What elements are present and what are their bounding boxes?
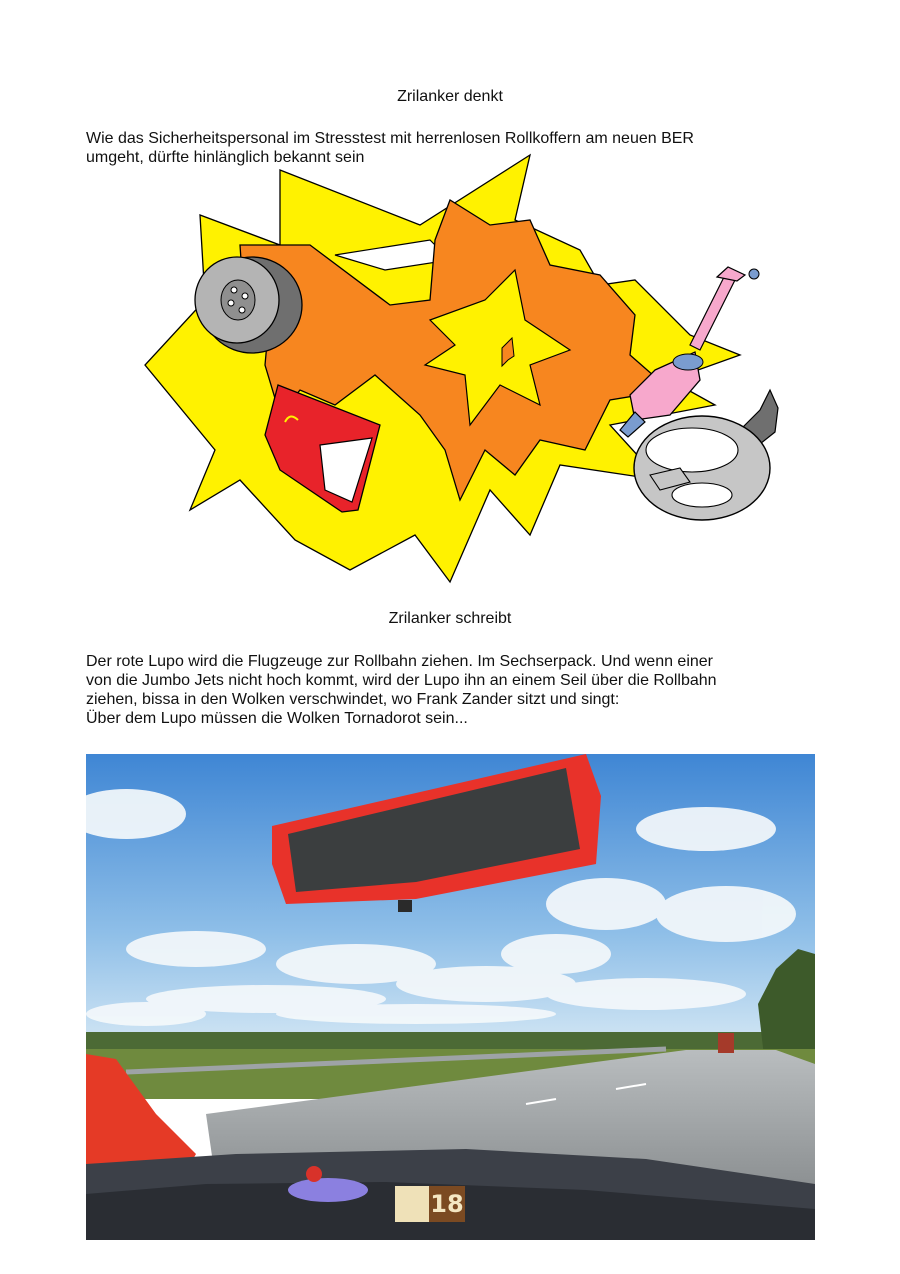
- page-badge-block: [395, 1186, 429, 1222]
- heading-denkt: Zrilanker denkt: [397, 88, 503, 105]
- page-number: 18: [429, 1186, 465, 1222]
- paragraph-schreibt: [86, 652, 826, 728]
- paragraph-line: ziehen, bissa in den Wolken verschwindet, wo Frank Zander sitzt und singt:: [86, 691, 620, 708]
- paragraph-line: Der rote Lupo wird die Flugzeuge zur Rollbahn ziehen. Im Sechserpack. Und wenn einer: [86, 653, 714, 670]
- explosion-illustration: [130, 150, 790, 590]
- paragraph-line: von die Jumbo Jets nicht hoch kommt, wird der Lupo ihn an einem Seil über die Rollbahn: [86, 672, 717, 689]
- heading-schreibt: Zrilanker schreibt: [388, 610, 512, 627]
- truck: [718, 1033, 734, 1053]
- car-interior-photo: [86, 754, 815, 1240]
- paragraph-line: Über dem Lupo müssen die Wolken Tornadorot sein...: [86, 710, 468, 727]
- paragraph-line: Wie das Sicherheitspersonal im Stresstest mit herrenlosen Rollkoffern am neuen BER: [86, 130, 694, 147]
- page-number-badge: [395, 1186, 465, 1222]
- paragraph-line: umgeht, dürfte hinlänglich bekannt sein: [86, 149, 365, 166]
